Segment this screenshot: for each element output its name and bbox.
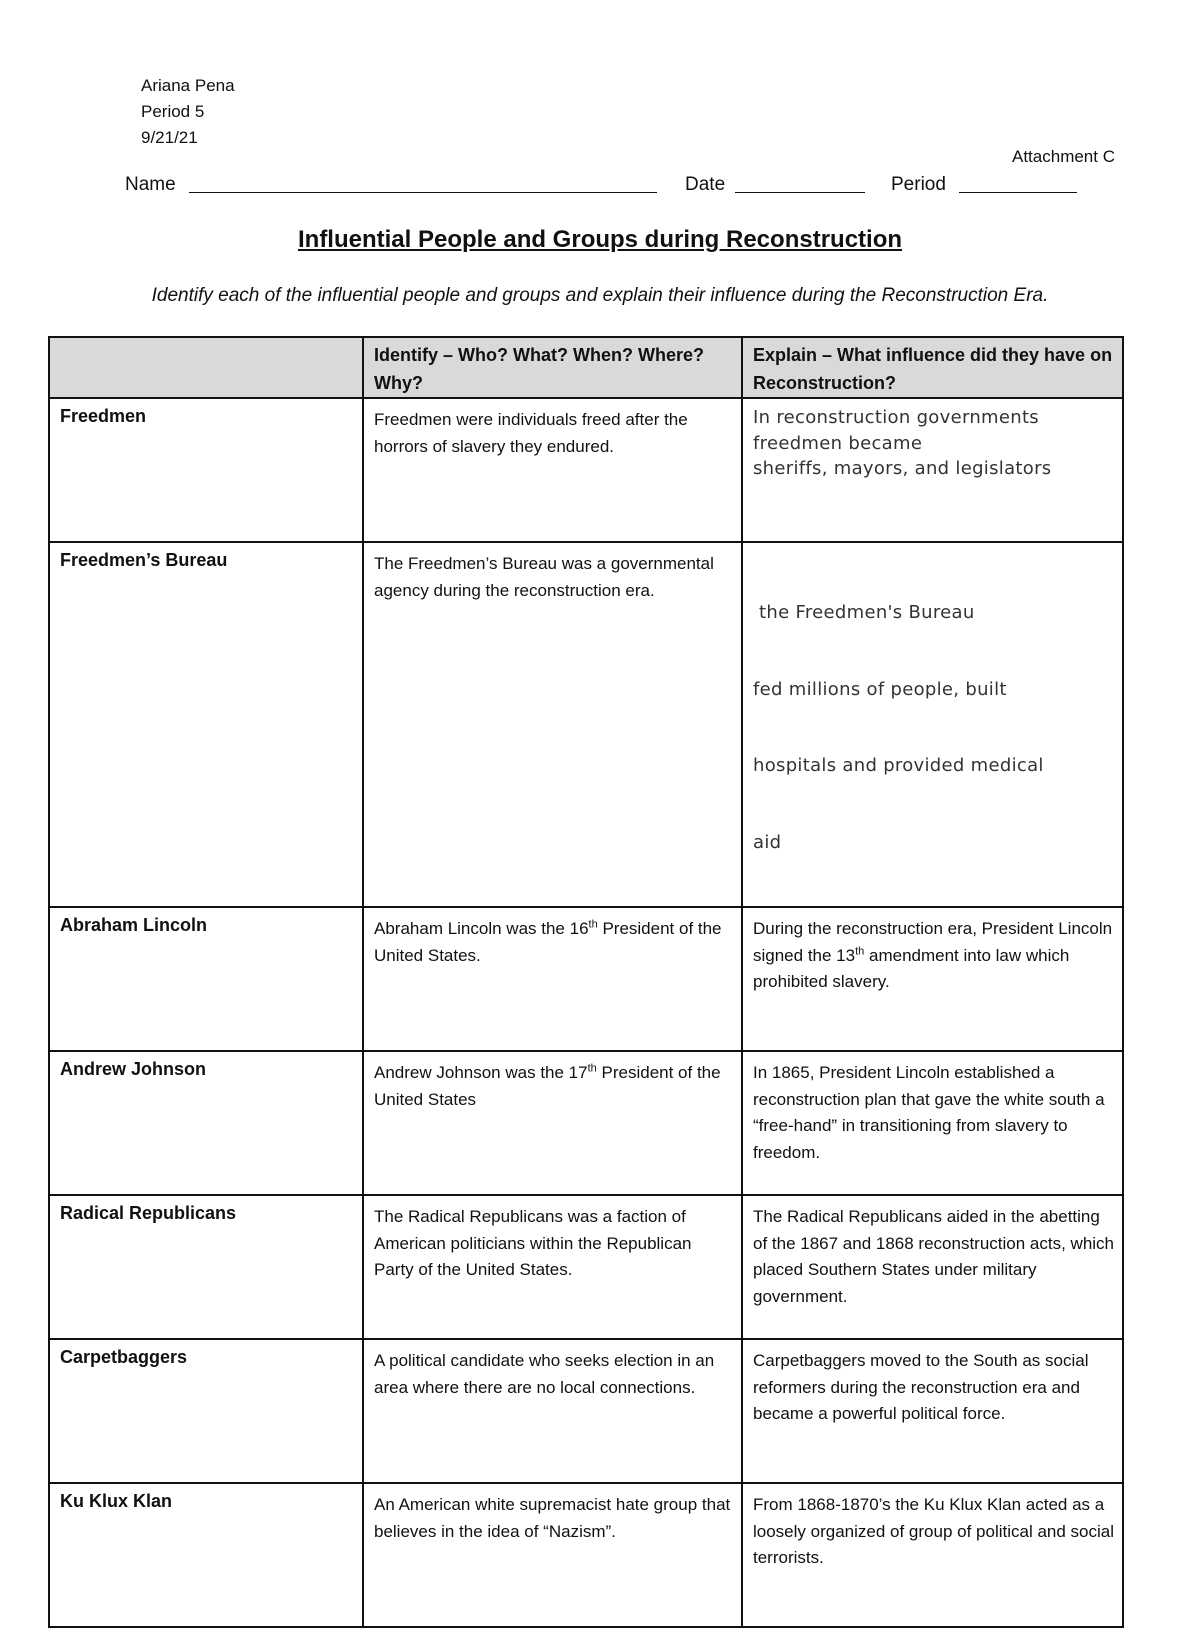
identify-text: The Radical Republicans was a faction of American politicians within the Republican Party of the United States. [374, 1207, 692, 1279]
explain-cell[interactable] [742, 1051, 1123, 1195]
date-blank[interactable] [735, 174, 865, 193]
student-period: Period 5 [141, 102, 205, 121]
row-label-cell [49, 1483, 363, 1627]
period-label: Period [891, 174, 946, 195]
table-row [49, 1483, 1123, 1627]
explain-cell[interactable] [742, 1195, 1123, 1339]
row-label-cell [49, 398, 363, 542]
row-label: Ku Klux Klan [60, 1491, 173, 1511]
explain-text: The Radical Republicans aided in the abetting of the 1867 and 1868 reconstruction acts, which placed Southern States under military government. [753, 1207, 1115, 1306]
table-row [49, 1339, 1123, 1483]
explain-text: During the reconstruction era, President Lincoln signed the 13th amendment into law which prohibited slavery. [753, 919, 1113, 991]
explain-cell[interactable] [742, 542, 1123, 907]
identify-text: Abraham Lincoln was the 16th President of the United States. [374, 918, 722, 965]
explain-text: In 1865, President Lincoln established a reconstruction plan that gave the white south a “free-hand” in transitioning from slavery to freedom. [753, 1063, 1105, 1162]
row-label: Andrew Johnson [60, 1059, 207, 1079]
row-label-cell [49, 1195, 363, 1339]
explain-text: the Freedmen's Bureau fed millions of people, built hospitals and provided medical aid [753, 602, 1044, 853]
explain-cell[interactable] [742, 1339, 1123, 1483]
identify-cell[interactable] [363, 398, 742, 542]
table-row [49, 398, 1123, 542]
name-blank[interactable] [189, 174, 657, 193]
table-header-row [49, 337, 1123, 398]
explain-text: In reconstruction governments freedmen became sheriffs, mayors, and legislators [753, 407, 1052, 479]
period-blank[interactable] [959, 174, 1077, 193]
name-label: Name [125, 174, 176, 195]
header-cell-blank [49, 337, 363, 398]
header-cell-explain: Explain – What influence did they have on Reconstruction? [742, 337, 1123, 398]
attachment-label: Attachment C [1012, 147, 1115, 166]
table-row [49, 1051, 1123, 1195]
identify-text: The Freedmen’s Bureau was a governmental agency during the reconstruction era. [374, 554, 714, 600]
identify-cell[interactable] [363, 542, 742, 907]
explain-cell[interactable] [742, 398, 1123, 542]
table-row [49, 1195, 1123, 1339]
row-label-cell [49, 1339, 363, 1483]
row-label: Abraham Lincoln [60, 915, 208, 935]
row-label-cell [49, 542, 363, 907]
row-label: Freedmen’s Bureau [60, 550, 228, 570]
reconstruction-table [48, 336, 1124, 1628]
student-date: 9/21/21 [141, 128, 198, 147]
header-cell-identify: Identify – Who? What? When? Where? Why? [363, 337, 742, 398]
identify-text: A political candidate who seeks election in an area where there are no local connections. [374, 1351, 715, 1397]
identify-cell[interactable] [363, 1195, 742, 1339]
table-row [49, 907, 1123, 1051]
table-row [49, 542, 1123, 907]
explain-text: From 1868-1870’s the Ku Klux Klan acted as a loosely organized of group of political and social terrorists. [753, 1495, 1115, 1567]
student-name: Ariana Pena [141, 76, 235, 95]
identify-cell[interactable] [363, 1051, 742, 1195]
identify-cell[interactable] [363, 1483, 742, 1627]
identify-cell[interactable] [363, 1339, 742, 1483]
row-label-cell [49, 1051, 363, 1195]
row-label-cell [49, 907, 363, 1051]
explain-cell[interactable] [742, 1483, 1123, 1627]
instructions: Identify each of the influential people and groups and explain their influence during the Reconstruction Era. [151, 285, 1049, 306]
identify-text: An American white supremacist hate group that believes in the idea of “Nazism”. [374, 1495, 731, 1541]
page-title: Influential People and Groups during Reconstruction [297, 226, 903, 253]
row-label: Radical Republicans [60, 1203, 237, 1223]
explain-text: Carpetbaggers moved to the South as social reformers during the reconstruction era and became a powerful political force. [753, 1351, 1089, 1423]
identify-text: Freedmen were individuals freed after the horrors of slavery they endured. [374, 410, 688, 456]
name-date-period-row [125, 174, 1105, 200]
identify-cell[interactable] [363, 907, 742, 1051]
row-label: Freedmen [60, 406, 147, 426]
date-label: Date [685, 174, 726, 195]
row-label: Carpetbaggers [60, 1347, 188, 1367]
identify-text: Andrew Johnson was the 17th President of the United States [374, 1062, 721, 1109]
explain-cell[interactable] [742, 907, 1123, 1051]
